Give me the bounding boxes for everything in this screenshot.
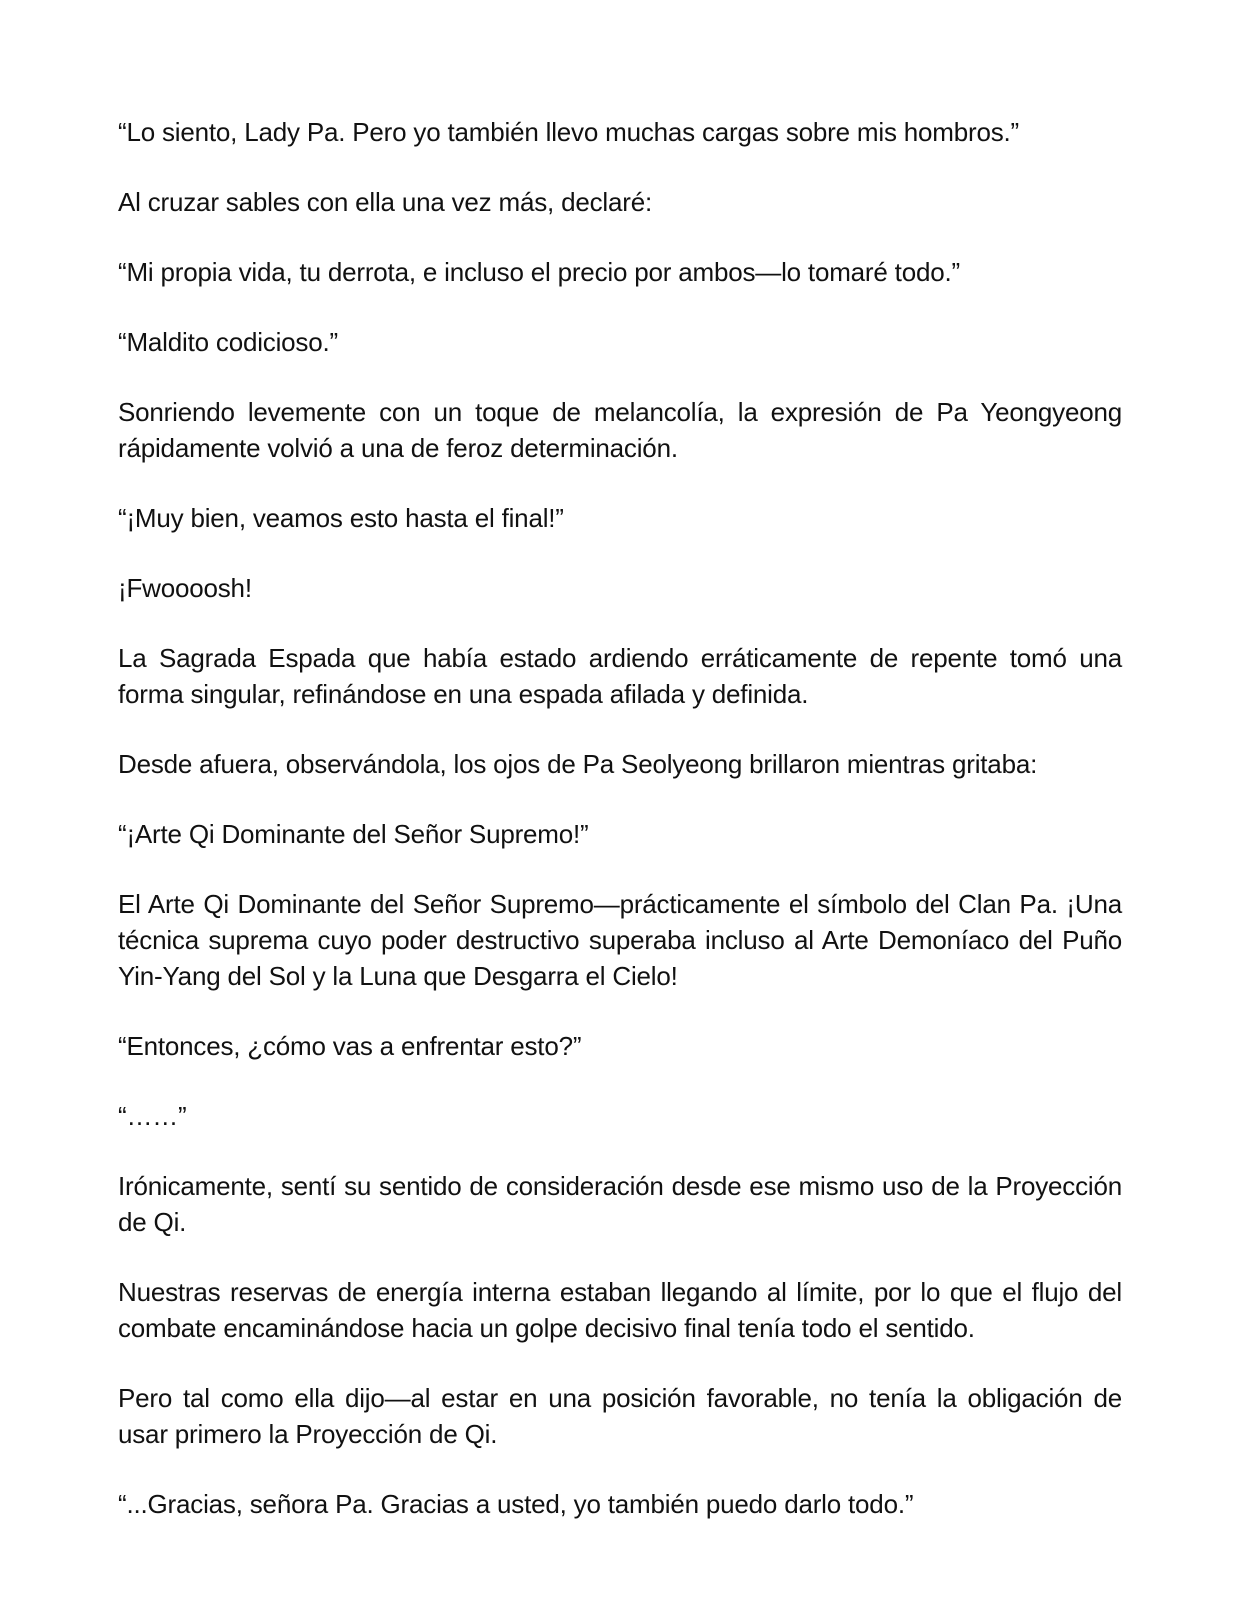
paragraph-8: La Sagrada Espada que había estado ardiendo erráticamente de repente tomó una forma singular, refinándose en una espada afilada y definida. xyxy=(118,643,1122,709)
paragraph-5: Sonriendo levemente con un toque de melancolía, la expresión de Pa Yeongyeong rápidamente volvió a una de feroz determinación. xyxy=(118,397,1122,463)
paragraph-13: “……” xyxy=(118,1101,187,1131)
paragraph-3: “Mi propia vida, tu derrota, e incluso el precio por ambos—lo tomaré todo.” xyxy=(118,257,960,287)
paragraph-7: ¡Fwoooosh! xyxy=(118,573,252,603)
paragraph-9: Desde afuera, observándola, los ojos de Pa Seolyeong brillaron mientras gritaba: xyxy=(118,749,1038,779)
paragraph-15: Nuestras reservas de energía interna estaban llegando al límite, por lo que el flujo del combate encaminándose hacia un golpe decisivo final tenía todo el sentido. xyxy=(118,1277,1122,1343)
paragraph-17: “...Gracias, señora Pa. Gracias a usted, yo también puedo darlo todo.” xyxy=(118,1489,914,1519)
paragraph-11: El Arte Qi Dominante del Señor Supremo—prácticamente el símbolo del Clan Pa. ¡Una técnica suprema cuyo poder destructivo superaba incluso al Arte Demoníaco del Puño Yin-Yang del Sol y la Luna que Desgarra el Cielo! xyxy=(118,889,1122,991)
paragraph-14: Irónicamente, sentí su sentido de consideración desde ese mismo uso de la Proyección de Qi. xyxy=(118,1171,1122,1237)
paragraph-1: “Lo siento, Lady Pa. Pero yo también llevo muchas cargas sobre mis hombros.” xyxy=(118,117,1020,147)
paragraph-6: “¡Muy bien, veamos esto hasta el final!” xyxy=(118,503,564,533)
paragraph-10: “¡Arte Qi Dominante del Señor Supremo!” xyxy=(118,819,589,849)
paragraph-12: “Entonces, ¿cómo vas a enfrentar esto?” xyxy=(118,1031,582,1061)
document-body xyxy=(118,114,1122,1556)
paragraph-16: Pero tal como ella dijo—al estar en una posición favorable, no tenía la obligación de usar primero la Proyección de Qi. xyxy=(118,1383,1122,1449)
paragraph-2: Al cruzar sables con ella una vez más, declaré: xyxy=(118,187,652,217)
paragraph-4: “Maldito codicioso.” xyxy=(118,327,338,357)
